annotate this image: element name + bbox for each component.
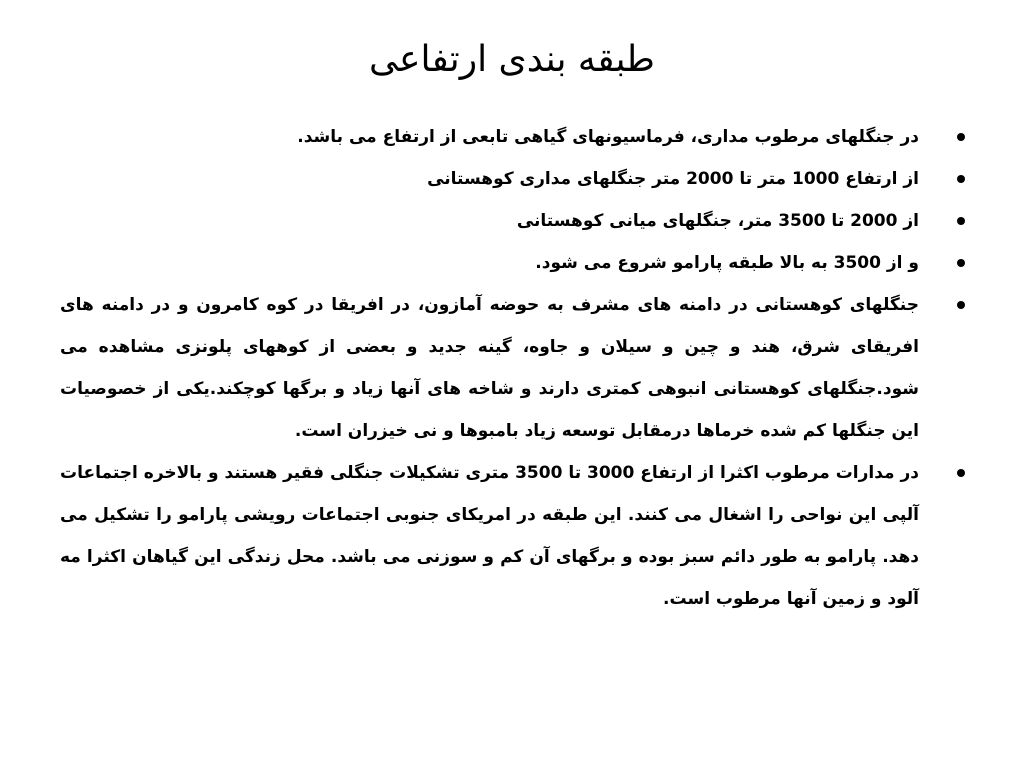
bullet-text-6: در مدارات مرطوب اکثرا از ارتفاع 3000 تا 3500 متری تشکیلات جنگلی فقیر هستند و بالاخره اجتماعات آلپی این نواحی را اشغال می کنند. این طبقه در امریکای جنوبی اجتماعات رویشی پارامو را تشکیل می دهد. پارامو به طور دائم سبز بوده و برگهای آن کم و سوزنی می باشد. محل زندگی این گیاهان اکثرا مه آلود و زمین آنها مرطوب است. — [59, 463, 919, 609]
bullet-dot-icon — [957, 259, 965, 267]
bullet-dot-icon — [957, 133, 965, 141]
bullet-item-3 — [60, 200, 965, 242]
bullet-dot-icon — [957, 175, 965, 183]
bullet-item-2 — [60, 158, 965, 200]
bullet-text-5: جنگلهای کوهستانی در دامنه های مشرف به حوضه آمازون، در افریقا در کوه کامرون و در دامنه های افریقای شرق، هند و چین و سیلان و جاوه، گینه جدید و بعضی از کوههای پلونزی مشاهده می شود.جنگلهای کوهستانی انبوهی کمتری دارند و شاخه های آنها زیاد و برگها کوچکند.یکی از خصوصیات این جنگلها کم شده خرماها درمقابل توسعه زیاد بامبوها و نی خیزران است. — [60, 295, 919, 441]
bullet-dot-icon — [957, 217, 965, 225]
bullet-item-5 — [60, 284, 965, 452]
slide-title: طبقه بندی ارتفاعی — [369, 39, 655, 80]
bullet-list — [60, 116, 965, 620]
slide-content — [60, 116, 965, 620]
bullet-text-4: و از 3500 به بالا طبقه پارامو شروع می شود. — [535, 253, 919, 273]
bullet-text-1: در جنگلهای مرطوب مداری، فرماسیونهای گیاهی تابعی از ارتفاع می باشد. — [297, 127, 919, 147]
bullet-text-2: از ارتفاع 1000 متر تا 2000 متر جنگلهای مداری کوهستانی — [427, 169, 919, 189]
bullet-text-3: از 2000 تا 3500 متر، جنگلهای میانی کوهستانی — [516, 211, 919, 231]
bullet-item-6 — [60, 452, 965, 620]
bullet-item-1 — [60, 116, 965, 158]
bullet-dot-icon — [957, 301, 965, 309]
bullet-item-4 — [60, 242, 965, 284]
bullet-dot-icon — [957, 469, 965, 477]
